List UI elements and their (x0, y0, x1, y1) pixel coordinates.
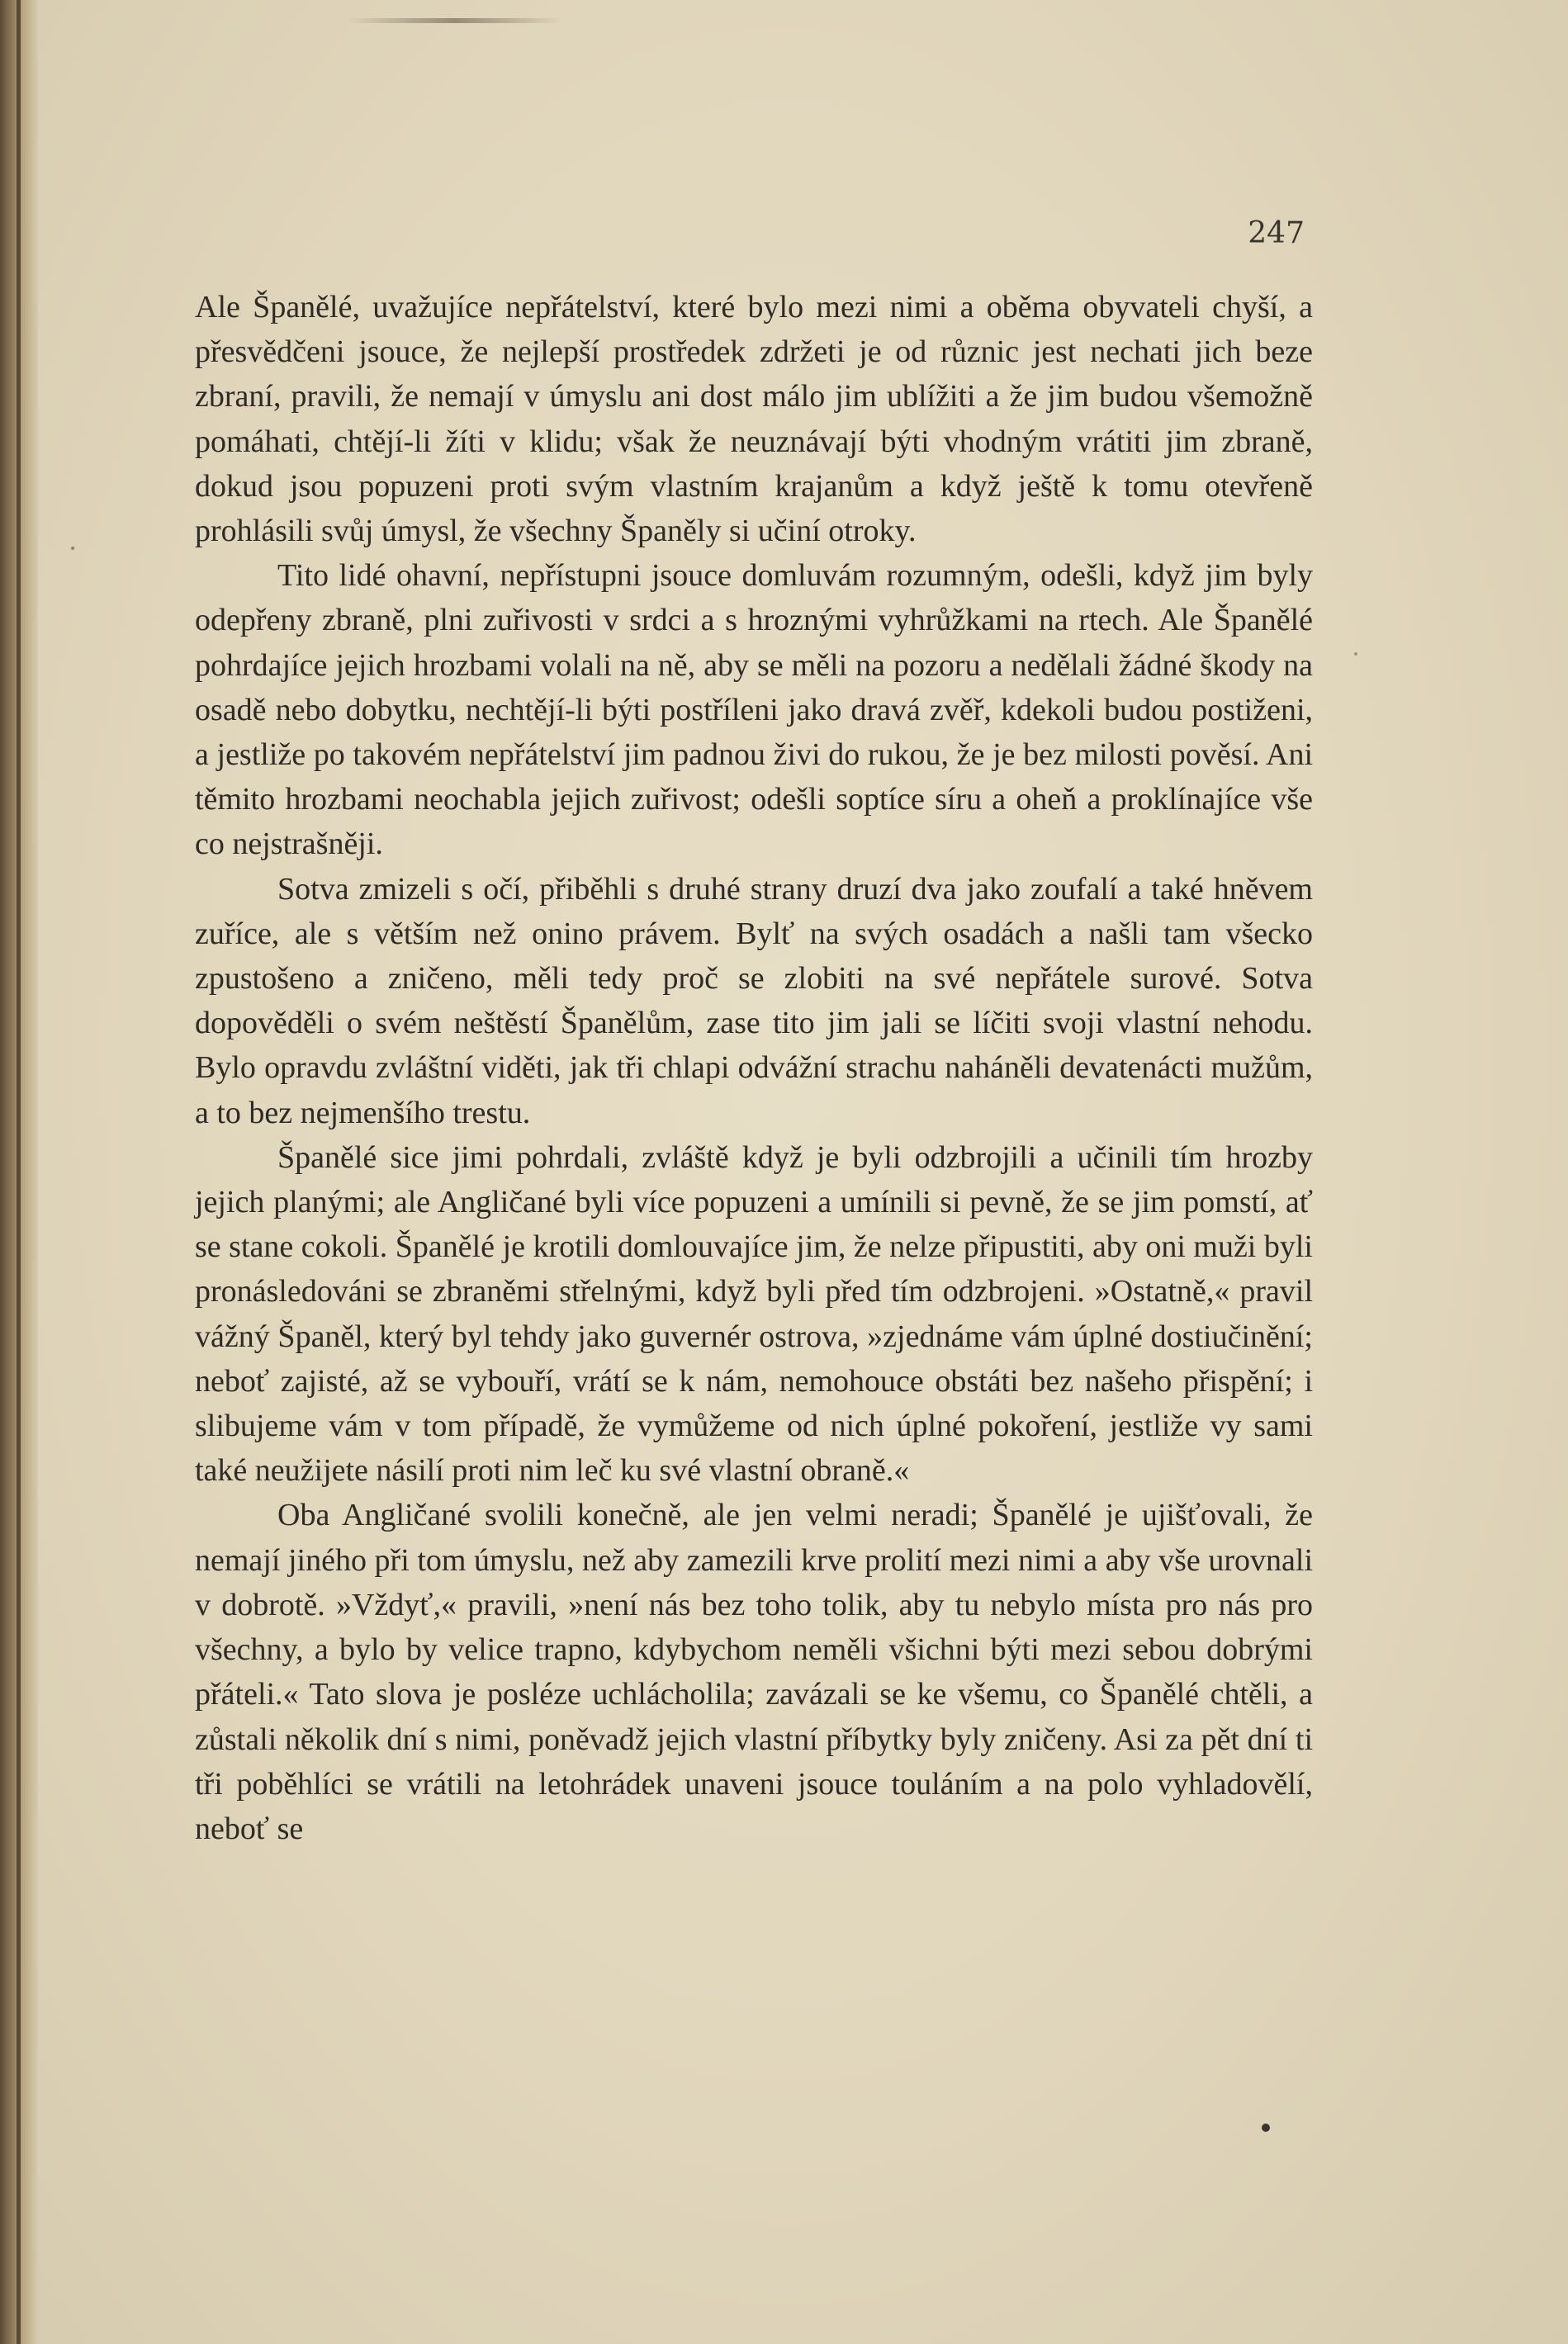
paragraph-1: Ale Španělé, uvažujíce nepřátelství, které bylo mezi nimi a oběma obyvateli chyší, a přesvědčeni jsouce, že nejlepší prostředek zdržeti je od různic jest nechati jich beze zbraní, pravili, že nemají v úmyslu ani dost málo jim ublížiti a že jim budou všemožně pomáhati, chtějí-li žíti v klidu; však že neuznávají býti vhodným vrátiti jim zbraně, dokud jsou popuzeni proti svým vlastním krajanům a když ještě k tomu otevřeně prohlásili svůj úmysl, že všechny Španěly si učiní otroky. (195, 290, 1313, 549)
ink-speck (1262, 2124, 1270, 2132)
ink-speck (1354, 652, 1357, 656)
paragraph-4: Španělé sice jimi pohrdali, zvláště když je byli odzbrojili a učinili tím hrozby jejich planými; ale Angličané byli více popuzeni a umínili si pevně, že se jim pomstí, ať se stane cokoli. Španělé je krotili domlouvajíce jim, že nelze připustiti, aby oni muži byli pronásledováni se zbraněmi střelnými, když byli před tím odzbrojeni. »Ostatně,« pravil vážný Španěl, který byl tehdy jako guvernér ostrova, »zjednáme vám úplné dostiučinění; neboť zajisté, až se vybouří, vrátí se k nám, nemohouce obstáti bez našeho přispění; i slibujeme vám v tom případě, že vymůžeme od nich úplné pokoření, jestliže vy sami také neužijete násilí proti nim leč ku své vlastní obraně.« (195, 1139, 1313, 1489)
page-number: 247 (1248, 216, 1305, 250)
ink-speck (71, 547, 74, 550)
top-edge-smudge (347, 18, 561, 23)
paragraph-5: Oba Angličané svolili konečně, ale jen velmi neradi; Španělé je ujišťovali, že nemají jiného při tom úmyslu, než aby zamezili krve prolití mezi nimi a aby vše urovnali v dobrotě. »Vždyť,« pravili, »není nás bez toho tolik, aby tu nebylo místa pro nás pro všechny, a bylo by velice trapno, kdybychom neměli všichni býti mezi sebou dobrými přáteli.« Tato slova je posléze uchlácholila; zavázali se ke všemu, co Španělé chtěli, a zůstali několik dní s nimi, poněvadž jejich vlastní příbytky byly zničeny. Asi za pět dní ti tři poběhlíci se vrátili na letohrádek unaveni jsouce touláním a na polo vyhladovělí, neboť se (195, 1498, 1313, 1846)
binding-edge-line (17, 0, 21, 2344)
paragraph-2: Tito lidé ohavní, nepřístupni jsouce domluvám rozumným, odešli, když jim byly odepřeny zbraně, plni zuřivosti v srdci a s hroznými vyhrůžkami na rtech. Ale Španělé pohrdajíce jejich hrozbami volali na ně, aby se měli na pozoru a nedělali žádné škody na osadě nebo dobytku, nechtějí-li býti postříleni jako dravá zvěř, kdekoli budou postiženi, a jestliže po takovém nepřátelství jim padnou živi do rukou, že je bez milosti pověsí. Ani těmito hrozbami neochabla jejich zuřivost; odešli soptíce síru a oheň a proklínajíce vše co nejstrašněji. (195, 558, 1313, 862)
paragraph-3: Sotva zmizeli s očí, přiběhli s druhé strany druzí dva jako zoufalí a také hněvem zuříce, ale s větším než onino právem. Bylť na svých osadách a našli tam všecko zpustošeno a zničeno, měli tedy proč se zlobiti na své nepřátele surové. Sotva dopověděli o svém neštěstí Španělům, zase tito jim jali se líčiti svoji vlastní nehodu. Bylo opravdu zvláštní viděti, jak tři chlapi odvážní strachu naháněli devatenácti mužům, a to bez nejmenšího trestu. (195, 871, 1313, 1130)
body-text (195, 285, 1313, 1851)
